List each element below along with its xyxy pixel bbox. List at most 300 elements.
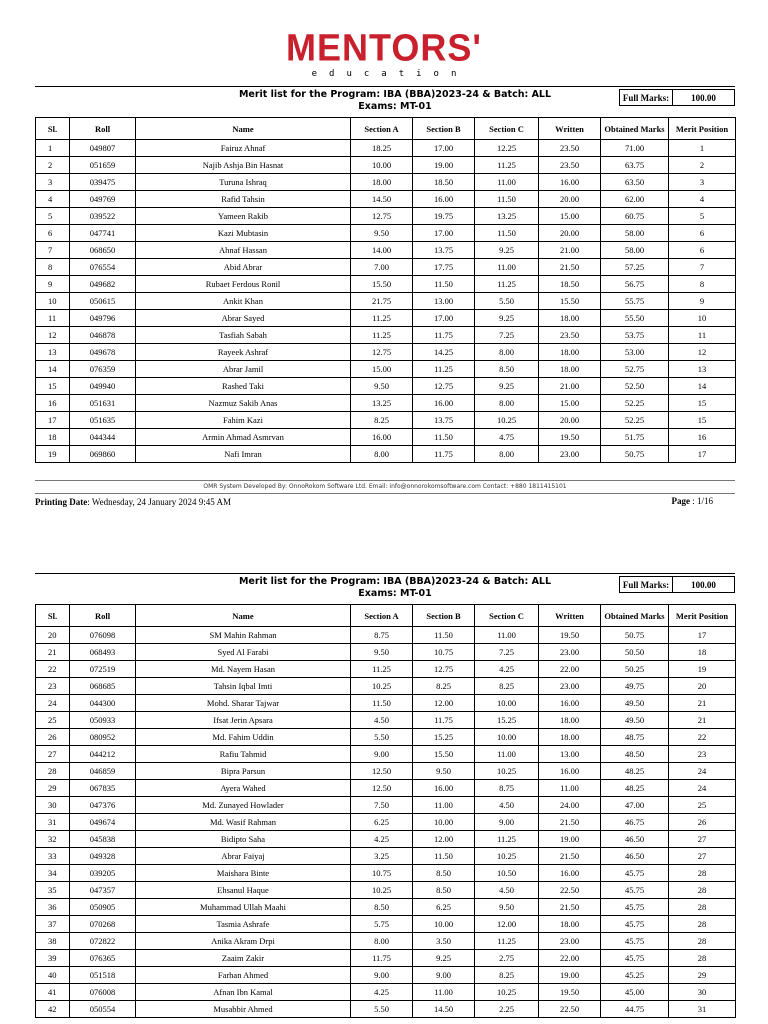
cell-written: 23.50	[539, 140, 601, 157]
full-marks-label: Full Marks:	[620, 90, 673, 105]
cell-merit-position: 2	[669, 157, 736, 174]
cell-name: Tasmia Ashrafe	[136, 916, 351, 933]
cell-section-b: 11.75	[413, 712, 475, 729]
cell-roll: 049940	[70, 378, 136, 395]
table-row	[36, 661, 736, 678]
cell-obtained-marks: 53.75	[601, 327, 669, 344]
cell-section-c: 4.25	[475, 661, 539, 678]
cell-section-a: 6.25	[351, 814, 413, 831]
cell-written: 15.00	[539, 208, 601, 225]
cell-merit-position: 1	[669, 140, 736, 157]
cell-written: 24.00	[539, 797, 601, 814]
cell-merit-position: 17	[669, 446, 736, 463]
cell-obtained-marks: 63.50	[601, 174, 669, 191]
cell-section-a: 18.00	[351, 174, 413, 191]
cell-section-c: 13.25	[475, 208, 539, 225]
cell-merit-position: 6	[669, 225, 736, 242]
cell-obtained-marks: 63.75	[601, 157, 669, 174]
cell-roll: 070268	[70, 916, 136, 933]
table-row	[36, 814, 736, 831]
cell-written: 16.00	[539, 865, 601, 882]
cell-written: 20.00	[539, 191, 601, 208]
cell-name: Rubaet Ferdous Ronil	[136, 276, 351, 293]
cell-written: 18.00	[539, 729, 601, 746]
cell-section-c: 10.00	[475, 695, 539, 712]
cell-roll: 080952	[70, 729, 136, 746]
cell-name: Md. Nayem Hasan	[136, 661, 351, 678]
cell-roll: 049807	[70, 140, 136, 157]
cell-section-b: 16.00	[413, 191, 475, 208]
cell-name: Maishara Binte	[136, 865, 351, 882]
cell-name: Bipra Parsun	[136, 763, 351, 780]
cell-merit-position: 9	[669, 293, 736, 310]
table-row	[36, 712, 736, 729]
cell-section-a: 9.00	[351, 746, 413, 763]
cell-section-c: 11.00	[475, 746, 539, 763]
cell-written: 23.00	[539, 644, 601, 661]
cell-section-b: 10.75	[413, 644, 475, 661]
cell-section-b: 15.50	[413, 746, 475, 763]
cell-section-b: 13.75	[413, 242, 475, 259]
cell-obtained-marks: 49.75	[601, 678, 669, 695]
column-header-section-b: Section B	[413, 118, 475, 140]
cell-written: 13.00	[539, 746, 601, 763]
cell-name: Ehsanul Haque	[136, 882, 351, 899]
merit-table-page-1	[35, 117, 736, 463]
cell-section-a: 21.75	[351, 293, 413, 310]
cell-name: Abrar Faiyaj	[136, 848, 351, 865]
cell-obtained-marks: 52.50	[601, 378, 669, 395]
cell-roll: 045838	[70, 831, 136, 848]
cell-roll: 067835	[70, 780, 136, 797]
cell-roll: 051635	[70, 412, 136, 429]
cell-roll: 049796	[70, 310, 136, 327]
table-row	[36, 763, 736, 780]
cell-sl: 25	[36, 712, 70, 729]
cell-section-c: 8.00	[475, 344, 539, 361]
cell-written: 16.00	[539, 695, 601, 712]
table-row	[36, 1001, 736, 1018]
cell-sl: 11	[36, 310, 70, 327]
cell-section-c: 10.25	[475, 763, 539, 780]
omr-credit-line: OMR System Developed By: OnnoRokom Software Ltd. Email: info@onnorokomsoftware.com Contact: +880 1811415101	[203, 483, 567, 490]
cell-section-b: 16.00	[413, 780, 475, 797]
cell-merit-position: 28	[669, 865, 736, 882]
cell-obtained-marks: 45.75	[601, 865, 669, 882]
cell-written: 21.50	[539, 814, 601, 831]
cell-obtained-marks: 46.75	[601, 814, 669, 831]
cell-sl: 12	[36, 327, 70, 344]
cell-roll: 049682	[70, 276, 136, 293]
table-row	[36, 259, 736, 276]
table-row	[36, 412, 736, 429]
cell-obtained-marks: 45.75	[601, 950, 669, 967]
cell-section-a: 10.25	[351, 678, 413, 695]
cell-sl: 16	[36, 395, 70, 412]
cell-section-c: 5.50	[475, 293, 539, 310]
cell-merit-position: 28	[669, 933, 736, 950]
cell-written: 22.00	[539, 661, 601, 678]
cell-roll: 039522	[70, 208, 136, 225]
table-row	[36, 225, 736, 242]
cell-written: 19.00	[539, 831, 601, 848]
cell-roll: 047376	[70, 797, 136, 814]
cell-obtained-marks: 46.50	[601, 848, 669, 865]
column-header-name: Name	[136, 118, 351, 140]
program-line: Merit list for the Program: IBA (BBA)2023-24 & Batch: ALL	[238, 89, 552, 100]
table-row	[36, 729, 736, 746]
cell-section-a: 8.00	[351, 933, 413, 950]
cell-section-c: 10.00	[475, 729, 539, 746]
cell-sl: 35	[36, 882, 70, 899]
cell-section-a: 16.00	[351, 429, 413, 446]
cell-merit-position: 28	[669, 882, 736, 899]
column-header-obtained-marks: Obtained Marks	[601, 605, 669, 627]
cell-section-c: 8.00	[475, 395, 539, 412]
table-row	[36, 933, 736, 950]
cell-name: Abid Abrar	[136, 259, 351, 276]
cell-roll: 068685	[70, 678, 136, 695]
cell-merit-position: 16	[669, 429, 736, 446]
column-header-sl: Sl.	[36, 118, 70, 140]
cell-section-a: 9.50	[351, 644, 413, 661]
cell-section-a: 15.50	[351, 276, 413, 293]
table-row	[36, 378, 736, 395]
cell-obtained-marks: 52.25	[601, 395, 669, 412]
column-header-section-a: Section A	[351, 118, 413, 140]
cell-section-b: 17.00	[413, 140, 475, 157]
cell-obtained-marks: 52.75	[601, 361, 669, 378]
cell-roll: 076359	[70, 361, 136, 378]
cell-roll: 076008	[70, 984, 136, 1001]
cell-obtained-marks: 49.50	[601, 712, 669, 729]
header-rule-top-page-2	[35, 573, 735, 574]
column-header-obtained-marks: Obtained Marks	[601, 118, 669, 140]
cell-written: 22.50	[539, 1001, 601, 1018]
cell-obtained-marks: 45.75	[601, 899, 669, 916]
cell-section-a: 11.50	[351, 695, 413, 712]
cell-section-a: 12.50	[351, 763, 413, 780]
cell-section-a: 10.75	[351, 865, 413, 882]
table-header-row	[36, 605, 736, 627]
printing-date-label: Printing Date	[35, 497, 88, 507]
column-header-section-c: Section C	[475, 118, 539, 140]
cell-section-a: 3.25	[351, 848, 413, 865]
cell-obtained-marks: 53.00	[601, 344, 669, 361]
cell-section-b: 18.50	[413, 174, 475, 191]
cell-roll: 039475	[70, 174, 136, 191]
cell-section-b: 11.50	[413, 627, 475, 644]
cell-roll: 068650	[70, 242, 136, 259]
cell-sl: 41	[36, 984, 70, 1001]
cell-obtained-marks: 55.50	[601, 310, 669, 327]
cell-section-c: 8.75	[475, 780, 539, 797]
exam-line: Exams: MT-01	[358, 101, 432, 112]
cell-written: 18.00	[539, 361, 601, 378]
cell-name: Turuna Ishraq	[136, 174, 351, 191]
cell-obtained-marks: 45.75	[601, 933, 669, 950]
cell-written: 23.00	[539, 933, 601, 950]
cell-merit-position: 24	[669, 780, 736, 797]
cell-section-a: 11.25	[351, 310, 413, 327]
logo-wordmark: MENTORS'	[286, 25, 482, 69]
cell-name: Farhan Ahmed	[136, 967, 351, 984]
cell-section-c: 10.50	[475, 865, 539, 882]
cell-name: Md. Fahim Uddin	[136, 729, 351, 746]
cell-written: 21.50	[539, 848, 601, 865]
cell-section-b: 8.50	[413, 882, 475, 899]
cell-written: 22.50	[539, 882, 601, 899]
cell-section-b: 11.00	[413, 984, 475, 1001]
cell-roll: 046878	[70, 327, 136, 344]
cell-section-a: 8.25	[351, 412, 413, 429]
table-row	[36, 644, 736, 661]
cell-merit-position: 19	[669, 661, 736, 678]
cell-section-b: 8.50	[413, 865, 475, 882]
cell-name: Nazmuz Sakib Anas	[136, 395, 351, 412]
merit-table-page-2	[35, 604, 736, 1018]
cell-merit-position: 18	[669, 644, 736, 661]
brand-logo	[0, 25, 768, 79]
cell-merit-position: 6	[669, 242, 736, 259]
cell-name: Rafid Tahsin	[136, 191, 351, 208]
cell-sl: 9	[36, 276, 70, 293]
table-row	[36, 746, 736, 763]
cell-section-c: 11.00	[475, 627, 539, 644]
cell-sl: 7	[36, 242, 70, 259]
cell-roll: 072822	[70, 933, 136, 950]
cell-section-a: 9.00	[351, 967, 413, 984]
cell-obtained-marks: 45.75	[601, 916, 669, 933]
cell-section-c: 11.00	[475, 174, 539, 191]
printing-date	[35, 497, 231, 507]
cell-written: 21.00	[539, 242, 601, 259]
cell-obtained-marks: 58.00	[601, 225, 669, 242]
full-marks-value: 100.00	[691, 92, 716, 103]
cell-obtained-marks: 45.75	[601, 882, 669, 899]
cell-name: Tahsin Iqbal Imti	[136, 678, 351, 695]
cell-merit-position: 12	[669, 344, 736, 361]
cell-sl: 14	[36, 361, 70, 378]
cell-sl: 13	[36, 344, 70, 361]
cell-written: 22.00	[539, 950, 601, 967]
cell-section-c: 4.50	[475, 797, 539, 814]
table-row	[36, 429, 736, 446]
cell-name: Ahnaf Hassan	[136, 242, 351, 259]
cell-roll: 068493	[70, 644, 136, 661]
cell-name: Yameen Rakib	[136, 208, 351, 225]
cell-roll: 039205	[70, 865, 136, 882]
cell-written: 21.50	[539, 259, 601, 276]
cell-merit-position: 31	[669, 1001, 736, 1018]
cell-sl: 10	[36, 293, 70, 310]
cell-sl: 3	[36, 174, 70, 191]
cell-merit-position: 28	[669, 950, 736, 967]
table-row	[36, 831, 736, 848]
page-number-value: : 1/16	[689, 496, 713, 506]
cell-section-c: 9.25	[475, 310, 539, 327]
cell-merit-position: 26	[669, 814, 736, 831]
table-row	[36, 780, 736, 797]
exam-line: Exams: MT-01	[358, 588, 432, 599]
cell-merit-position: 28	[669, 899, 736, 916]
cell-section-b: 13.75	[413, 412, 475, 429]
cell-written: 18.00	[539, 916, 601, 933]
cell-sl: 18	[36, 429, 70, 446]
table-row	[36, 916, 736, 933]
cell-written: 19.00	[539, 967, 601, 984]
cell-section-a: 12.75	[351, 344, 413, 361]
cell-sl: 32	[36, 831, 70, 848]
cell-section-b: 6.25	[413, 899, 475, 916]
cell-written: 21.00	[539, 378, 601, 395]
cell-section-c: 9.25	[475, 378, 539, 395]
program-line: Merit list for the Program: IBA (BBA)2023-24 & Batch: ALL	[238, 576, 552, 587]
cell-section-b: 14.25	[413, 344, 475, 361]
cell-section-a: 5.75	[351, 916, 413, 933]
cell-section-b: 11.50	[413, 848, 475, 865]
cell-name: Ayera Wahed	[136, 780, 351, 797]
cell-obtained-marks: 47.00	[601, 797, 669, 814]
cell-section-a: 18.25	[351, 140, 413, 157]
cell-roll: 051631	[70, 395, 136, 412]
cell-roll: 051659	[70, 157, 136, 174]
cell-section-b: 11.75	[413, 327, 475, 344]
table-row	[36, 950, 736, 967]
cell-merit-position: 14	[669, 378, 736, 395]
table-row	[36, 967, 736, 984]
cell-merit-position: 3	[669, 174, 736, 191]
cell-obtained-marks: 52.25	[601, 412, 669, 429]
cell-written: 11.00	[539, 780, 601, 797]
cell-section-c: 11.25	[475, 831, 539, 848]
cell-merit-position: 25	[669, 797, 736, 814]
table-row	[36, 627, 736, 644]
full-marks-box	[619, 89, 735, 106]
cell-section-a: 5.50	[351, 1001, 413, 1018]
cell-written: 23.50	[539, 327, 601, 344]
cell-merit-position: 23	[669, 746, 736, 763]
cell-written: 18.00	[539, 344, 601, 361]
cell-obtained-marks: 50.75	[601, 627, 669, 644]
cell-section-b: 16.00	[413, 395, 475, 412]
cell-written: 20.00	[539, 225, 601, 242]
cell-section-a: 10.00	[351, 157, 413, 174]
cell-obtained-marks: 46.50	[601, 831, 669, 848]
cell-section-b: 10.00	[413, 916, 475, 933]
cell-section-b: 12.00	[413, 831, 475, 848]
cell-sl: 34	[36, 865, 70, 882]
cell-section-c: 10.25	[475, 984, 539, 1001]
cell-section-c: 11.50	[475, 225, 539, 242]
cell-roll: 049678	[70, 344, 136, 361]
cell-section-a: 10.25	[351, 882, 413, 899]
cell-sl: 28	[36, 763, 70, 780]
cell-sl: 29	[36, 780, 70, 797]
cell-section-b: 11.50	[413, 429, 475, 446]
cell-obtained-marks: 50.75	[601, 446, 669, 463]
cell-name: Rashed Taki	[136, 378, 351, 395]
cell-section-b: 12.00	[413, 695, 475, 712]
table-row	[36, 174, 736, 191]
cell-merit-position: 29	[669, 967, 736, 984]
cell-section-a: 11.25	[351, 327, 413, 344]
table-row	[36, 310, 736, 327]
cell-merit-position: 8	[669, 276, 736, 293]
cell-obtained-marks: 51.75	[601, 429, 669, 446]
cell-sl: 26	[36, 729, 70, 746]
cell-roll: 050615	[70, 293, 136, 310]
cell-obtained-marks: 48.25	[601, 763, 669, 780]
cell-section-b: 12.75	[413, 661, 475, 678]
cell-section-a: 8.50	[351, 899, 413, 916]
cell-merit-position: 17	[669, 627, 736, 644]
cell-merit-position: 21	[669, 695, 736, 712]
cell-merit-position: 30	[669, 984, 736, 1001]
cell-roll: 049674	[70, 814, 136, 831]
cell-section-c: 11.00	[475, 259, 539, 276]
printing-date-value: : Wednesday, 24 January 2024 9:45 AM	[87, 497, 232, 507]
cell-obtained-marks: 48.75	[601, 729, 669, 746]
cell-sl: 39	[36, 950, 70, 967]
cell-obtained-marks: 48.25	[601, 780, 669, 797]
cell-section-a: 4.25	[351, 831, 413, 848]
cell-section-b: 9.00	[413, 967, 475, 984]
cell-merit-position: 24	[669, 763, 736, 780]
cell-name: Afnan Ibn Kamal	[136, 984, 351, 1001]
cell-merit-position: 28	[669, 916, 736, 933]
column-header-name: Name	[136, 605, 351, 627]
cell-merit-position: 4	[669, 191, 736, 208]
cell-section-a: 12.50	[351, 780, 413, 797]
cell-roll: 044344	[70, 429, 136, 446]
table-row	[36, 157, 736, 174]
cell-section-a: 7.50	[351, 797, 413, 814]
cell-written: 19.50	[539, 984, 601, 1001]
full-marks-box-page-2	[619, 576, 735, 593]
cell-written: 23.00	[539, 678, 601, 695]
cell-written: 19.50	[539, 627, 601, 644]
cell-section-c: 11.25	[475, 157, 539, 174]
cell-section-a: 11.25	[351, 661, 413, 678]
cell-written: 15.00	[539, 395, 601, 412]
cell-name: Abrar Sayed	[136, 310, 351, 327]
cell-section-b: 8.25	[413, 678, 475, 695]
cell-merit-position: 10	[669, 310, 736, 327]
cell-section-a: 4.50	[351, 712, 413, 729]
cell-name: Ifsat Jerin Apsara	[136, 712, 351, 729]
column-header-section-a: Section A	[351, 605, 413, 627]
cell-obtained-marks: 56.75	[601, 276, 669, 293]
table-row	[36, 208, 736, 225]
cell-name: SM Mahin Rahman	[136, 627, 351, 644]
cell-sl: 22	[36, 661, 70, 678]
cell-name: Fahim Kazi	[136, 412, 351, 429]
cell-section-b: 10.00	[413, 814, 475, 831]
cell-sl: 38	[36, 933, 70, 950]
cell-sl: 4	[36, 191, 70, 208]
cell-merit-position: 22	[669, 729, 736, 746]
table-row	[36, 293, 736, 310]
cell-sl: 19	[36, 446, 70, 463]
cell-merit-position: 20	[669, 678, 736, 695]
merit-list-title	[200, 89, 590, 113]
cell-section-c: 9.50	[475, 899, 539, 916]
cell-roll: 047741	[70, 225, 136, 242]
logo-tagline: education	[311, 69, 469, 79]
cell-section-c: 12.25	[475, 140, 539, 157]
cell-section-b: 19.00	[413, 157, 475, 174]
